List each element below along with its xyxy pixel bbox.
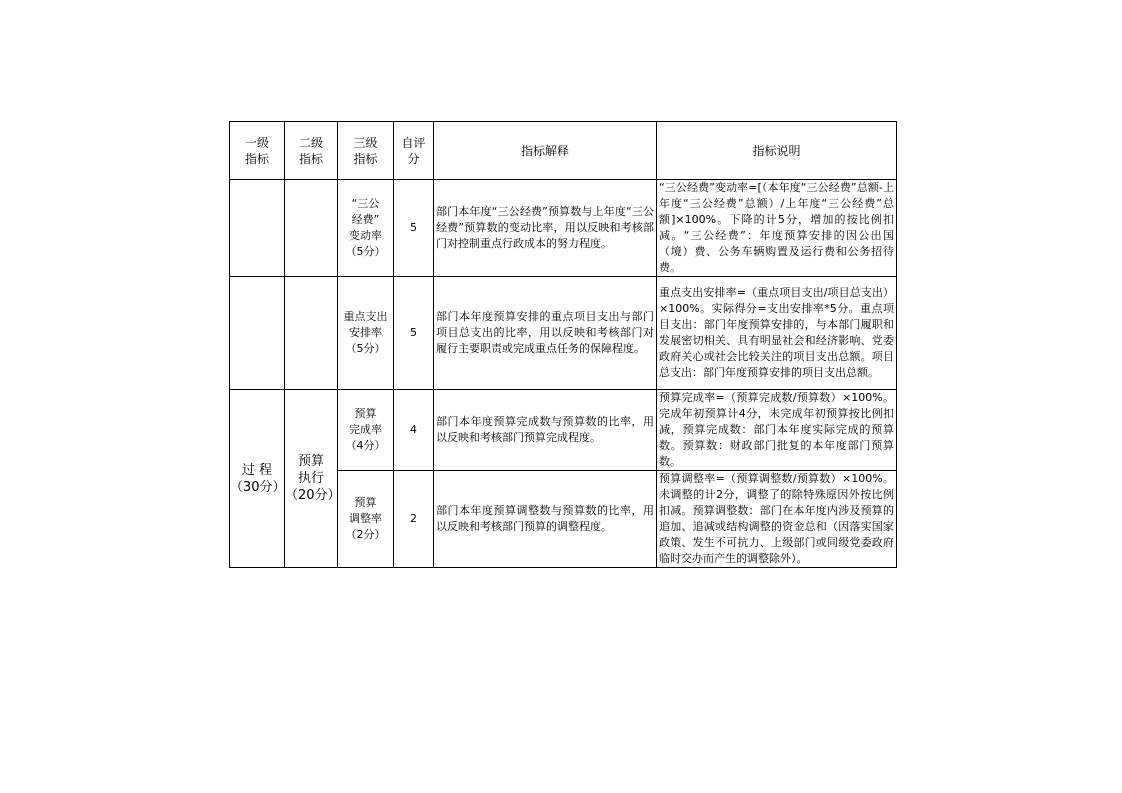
description-cell: “三公经费”变动率=[（本年度“三公经费”总额-上年度“三公经费”总额）/上年度“三公经费”总额]×100%。下降的计5分，增加的按比例扣减。“三公经费”：年度预算安排的因公出国（境）费、公务车辆购置及运行费和公务招待费。 [657,180,897,277]
description-cell: 重点支出安排率=（重点项目支出/项目总支出）×100%。实际得分=支出安排率*5分。重点项目支出：部门年度预算安排的，与本部门履职和发展密切相关、具有明显社会和经济影响、党委政府关心或社会比较关注的项目支出总额。项目总支出：部门年度预算安排的项目支出总额。 [657,277,897,390]
score-cell: 5 [394,180,434,277]
header-explanation: 指标解释 [434,122,657,180]
level3-cell: 重点支出 安排率 （5分） [338,277,394,390]
level1-cell-empty [230,180,285,277]
score-cell: 5 [394,277,434,390]
description-cell: 预算完成率=（预算完成数/预算数）×100%。完成年初预算计4分，未完成年初预算按比例扣减，预算完成数：部门本年度实际完成的预算数。预算数：财政部门批复的本年度部门预算数。 [657,390,897,471]
table-row [230,180,897,277]
level2-cell-empty [285,277,338,390]
level3-cell: “三公 经费” 变动率 （5分） [338,180,394,277]
header-level3: 三级 指标 [338,122,394,180]
header-score: 自评 分 [394,122,434,180]
explanation-cell: 部门本年度“三公经费”预算数与上年度“三公经费”预算数的变动比率，用以反映和考核部门对控制重点行政成本的努力程度。 [434,180,657,277]
score-cell: 2 [394,471,434,568]
explanation-cell: 部门本年度预算完成数与预算数的比率，用以反映和考核部门预算完成程度。 [434,390,657,471]
explanation-cell: 部门本年度预算调整数与预算数的比率，用以反映和考核部门预算的调整程度。 [434,471,657,568]
level3-cell: 预算 调整率 （2分） [338,471,394,568]
level2-cell-empty [285,180,338,277]
description-cell: 预算调整率=（预算调整数/预算数）×100%。未调整的计2分，调整了的除特殊原因外按比例扣减。预算调整数：部门在本年度内涉及预算的追加、追减或结构调整的资金总和（因落实国家政策、发生不可抗力、上级部门或同级党委政府临时交办而产生的调整除外）。 [657,471,897,568]
explanation-cell: 部门本年度预算安排的重点项目支出与部门项目总支出的比率，用以反映和考核部门对履行主要职责或完成重点任务的保障程度。 [434,277,657,390]
level3-cell: 预算 完成率 （4分） [338,390,394,471]
performance-indicator-table [229,121,897,568]
header-description: 指标说明 [657,122,897,180]
header-row [230,122,897,180]
level1-cell-empty [230,277,285,390]
header-level1: 一级 指标 [230,122,285,180]
level1-cell-process: 过 程 （30分） [230,390,285,568]
table-row [230,277,897,390]
level2-cell-budget-execution: 预算 执行 （20分） [285,390,338,568]
header-level2: 二级 指标 [285,122,338,180]
score-cell: 4 [394,390,434,471]
table-row [230,390,897,471]
